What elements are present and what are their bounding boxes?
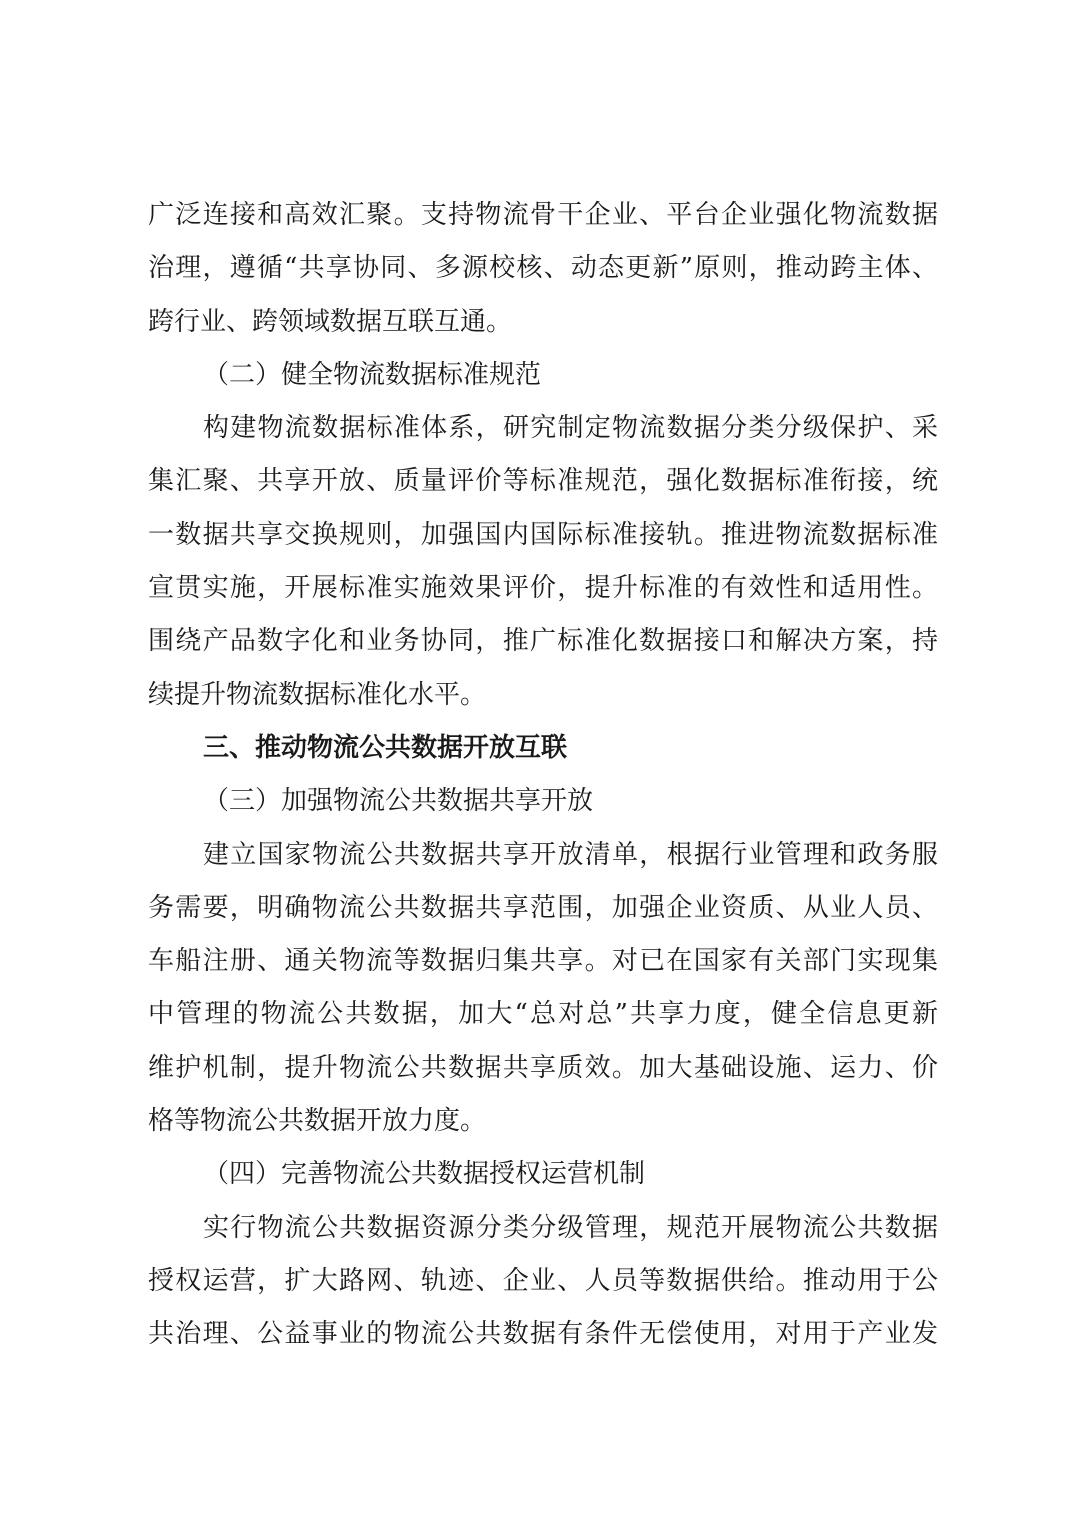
section-heading-4: （四）完善物流公共数据授权运营机制 xyxy=(203,1159,646,1190)
paragraph-line: 车船注册、通关物流等数据归集共享。对已在国家有关部门实现集 xyxy=(148,946,938,977)
paragraph-line: 授权运营，扩大路网、轨迹、企业、人员等数据供给。推动用于公 xyxy=(148,1265,938,1296)
paragraph-line: 务需要，明确物流公共数据共享范围，加强企业资质、从业人员、 xyxy=(148,892,938,923)
section-heading-3: （三）加强物流公共数据共享开放 xyxy=(203,786,594,817)
paragraph-line: 共治理、公益事业的物流公共数据有条件无偿使用，对用于产业发 xyxy=(148,1319,938,1350)
paragraph-line: 治理，遵循“共享协同、多源校核、动态更新”原则，推动跨主体、 xyxy=(148,253,938,284)
paragraph-line: 建立国家物流公共数据共享开放清单，根据行业管理和政务服 xyxy=(203,839,938,870)
paragraph-line: 维护机制，提升物流公共数据共享质效。加大基础设施、运力、价 xyxy=(148,1052,938,1083)
paragraph-line: 构建物流数据标准体系，研究制定物流数据分类分级保护、采 xyxy=(203,413,938,444)
paragraph-line: 围绕产品数字化和业务协同，推广标准化数据接口和解决方案，持 xyxy=(148,626,938,657)
document-body xyxy=(148,189,938,1362)
paragraph-line: 广泛连接和高效汇聚。支持物流骨干企业、平台企业强化物流数据 xyxy=(148,200,938,230)
paragraph-line: 格等物流公共数据开放力度。 xyxy=(148,1106,487,1137)
paragraph-line: 续提升物流数据标准化水平。 xyxy=(148,679,487,710)
paragraph-line: 跨行业、跨领域数据互联互通。 xyxy=(148,306,513,337)
paragraph-line: 集汇聚、共享开放、质量评价等标准规范，强化数据标准衔接，统 xyxy=(148,466,938,497)
paragraph-line: 实行物流公共数据资源分类分级管理，规范开展物流公共数据 xyxy=(203,1212,938,1243)
paragraph-line: 宣贯实施，开展标准实施效果评价，提升标准的有效性和适用性。 xyxy=(148,573,938,604)
section-heading-1: 三、推动物流公共数据开放互联 xyxy=(203,732,568,763)
paragraph-line: 中管理的物流公共数据，加大“总对总”共享力度，健全信息更新 xyxy=(148,999,938,1030)
section-heading-2: （二）健全物流数据标准规范 xyxy=(203,359,542,390)
paragraph-line: 一数据共享交换规则，加强国内国际标准接轨。推进物流数据标准 xyxy=(148,519,938,550)
